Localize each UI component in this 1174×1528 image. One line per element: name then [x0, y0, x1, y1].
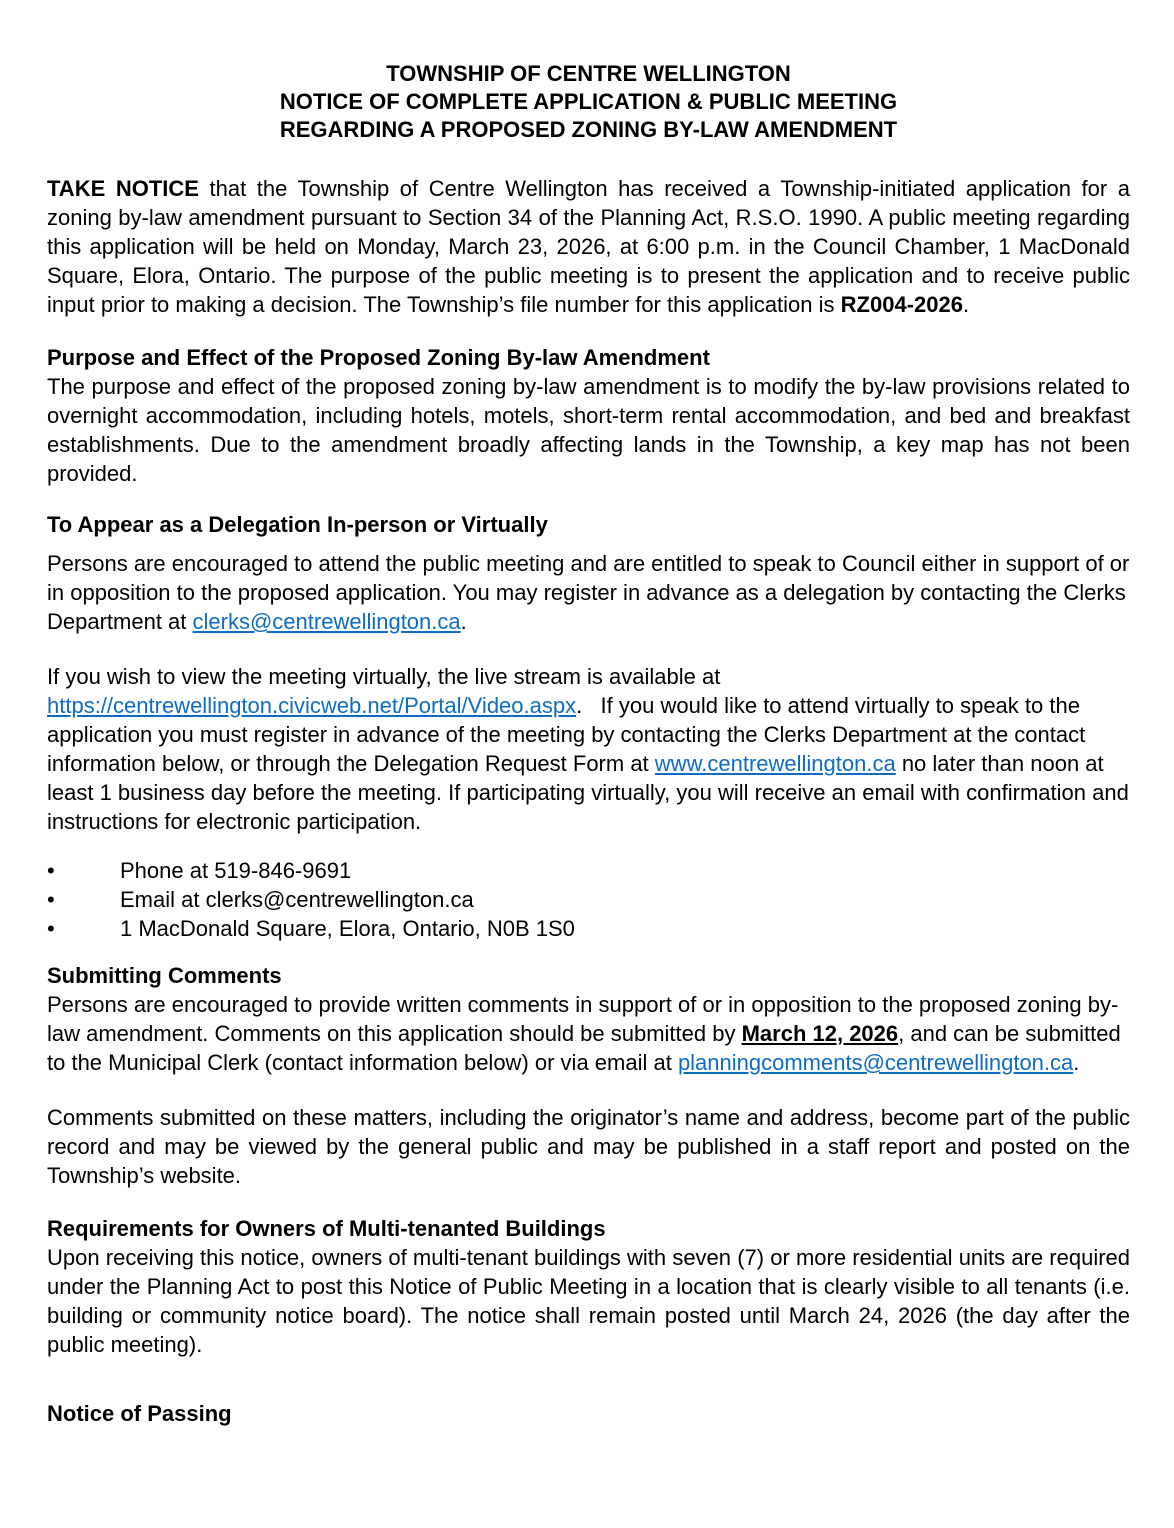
text-run: . [962, 292, 970, 317]
purpose-paragraph: The purpose and effect of the proposed zoning by-law amendment is to modify the by-law provisions related to overnight accommodation, including hotels, motels, short-term rental accommodation, and bed and breakfast establishments. Due to the amendment broadly affecting lands in the Township, a key map has not been provided. [47, 374, 1130, 486]
emphasis-text: TAKE NOTICE [47, 176, 199, 201]
hyperlink[interactable]: clerks@centrewellington.ca [192, 609, 461, 634]
multi-tenant-paragraph: Upon receiving this notice, owners of multi-tenant buildings with seven (7) or more residential units are required under the Planning Act to post this Notice of Public Meeting in a location that is clearly visible to all tenants (i.e. building or community notice board). The notice shall remain posted until March 24, 2026 (the day after the public meeting). [47, 1245, 1130, 1357]
title-line-3: REGARDING A PROPOSED ZONING BY-LAW AMENDMENT [279, 117, 898, 142]
bullet-icon [47, 914, 120, 943]
text-run: . [460, 609, 467, 634]
purpose-section-heading: Purpose and Effect of the Proposed Zoning By-law Amendment [47, 345, 710, 370]
comments-paragraph-2: Comments submitted on these matters, including the originator’s name and address, become part of the public record and may be viewed by the general public and may be published in a staff report and posted on the Township’s website. [47, 1105, 1130, 1188]
text-run: Persons are encouraged to provide written comments in support of or in opposition to the proposed zoning by-law amendment. Comments on this application should be submitted by [47, 992, 1119, 1046]
passing-section-heading: Notice of Passing [47, 1401, 232, 1426]
title-line-1: TOWNSHIP OF CENTRE WELLINGTON [386, 61, 791, 86]
text-run: no later than noon at least 1 business day before the meeting. If participating virtually, you will receive an email with confirmation and instructions for electronic participation. [47, 751, 1129, 834]
bullet-text: Email at clerks@centrewellington.ca [120, 887, 474, 912]
hyperlink[interactable]: planningcomments@centrewellington.ca [677, 1050, 1074, 1075]
delegation-paragraph-2 [47, 662, 1130, 836]
list-item-phone [47, 856, 1130, 885]
title-line-2: NOTICE OF COMPLETE APPLICATION & PUBLIC MEETING [279, 89, 898, 114]
comments-section-heading: Submitting Comments [47, 963, 282, 988]
text-run: Persons are encouraged to attend the public meeting and are entitled to speak to Council either in support of or in opposition to the proposed application. You may register in advance as a delegation by contacting the Clerks Department at [47, 551, 1130, 634]
bullet-icon [47, 856, 120, 885]
text-run: . If you would like to attend virtually to speak to the application you must register in advance of the meeting by contacting the Clerks Department at the contact information below, or through the Delegation Request Form at [47, 693, 1086, 776]
comments-paragraph-1 [47, 990, 1130, 1077]
hyperlink[interactable]: https://centrewellington.civicweb.net/Portal/Video.aspx [47, 693, 577, 718]
text-run: . [1073, 1050, 1080, 1075]
bullet-text: Phone at 519-846-9691 [120, 858, 352, 883]
text-run: that the Township of Centre Wellington has received a Township-initiated application for a zoning by-law amendment pursuant to Section 34 of the Planning Act, R.S.O. 1990. A public meeting regarding this application will be held on Monday, March 23, 2026, at 6:00 p.m. in the Council Chamber, 1 MacDonald Square, Elora, Ontario. The purpose of the public meeting is to present the application and to receive public input prior to making a decision. The Township’s file number for this application is [47, 176, 1130, 317]
text-run: , and can be submitted to the Municipal Clerk (contact information below) or via email at [47, 1021, 1121, 1075]
delegation-section-heading: To Appear as a Delegation In-person or Virtually [47, 512, 548, 537]
list-item-address [47, 914, 1130, 943]
list-item-email [47, 885, 1130, 914]
bullet-text: 1 MacDonald Square, Elora, Ontario, N0B 1S0 [120, 916, 575, 941]
text-run: If you wish to view the meeting virtually, the live stream is available at [47, 664, 721, 689]
document-title [47, 60, 1130, 144]
delegation-paragraph-1 [47, 549, 1130, 636]
bullet-icon [47, 885, 120, 914]
multi-tenant-section-heading: Requirements for Owners of Multi-tenanted Buildings [47, 1216, 606, 1241]
emphasis-text: March 12, 2026 [741, 1021, 899, 1046]
hyperlink[interactable]: www.centrewellington.ca [654, 751, 896, 776]
contact-list [47, 856, 1130, 943]
take-notice-paragraph [47, 174, 1130, 319]
emphasis-text: RZ004-2026 [840, 292, 963, 317]
